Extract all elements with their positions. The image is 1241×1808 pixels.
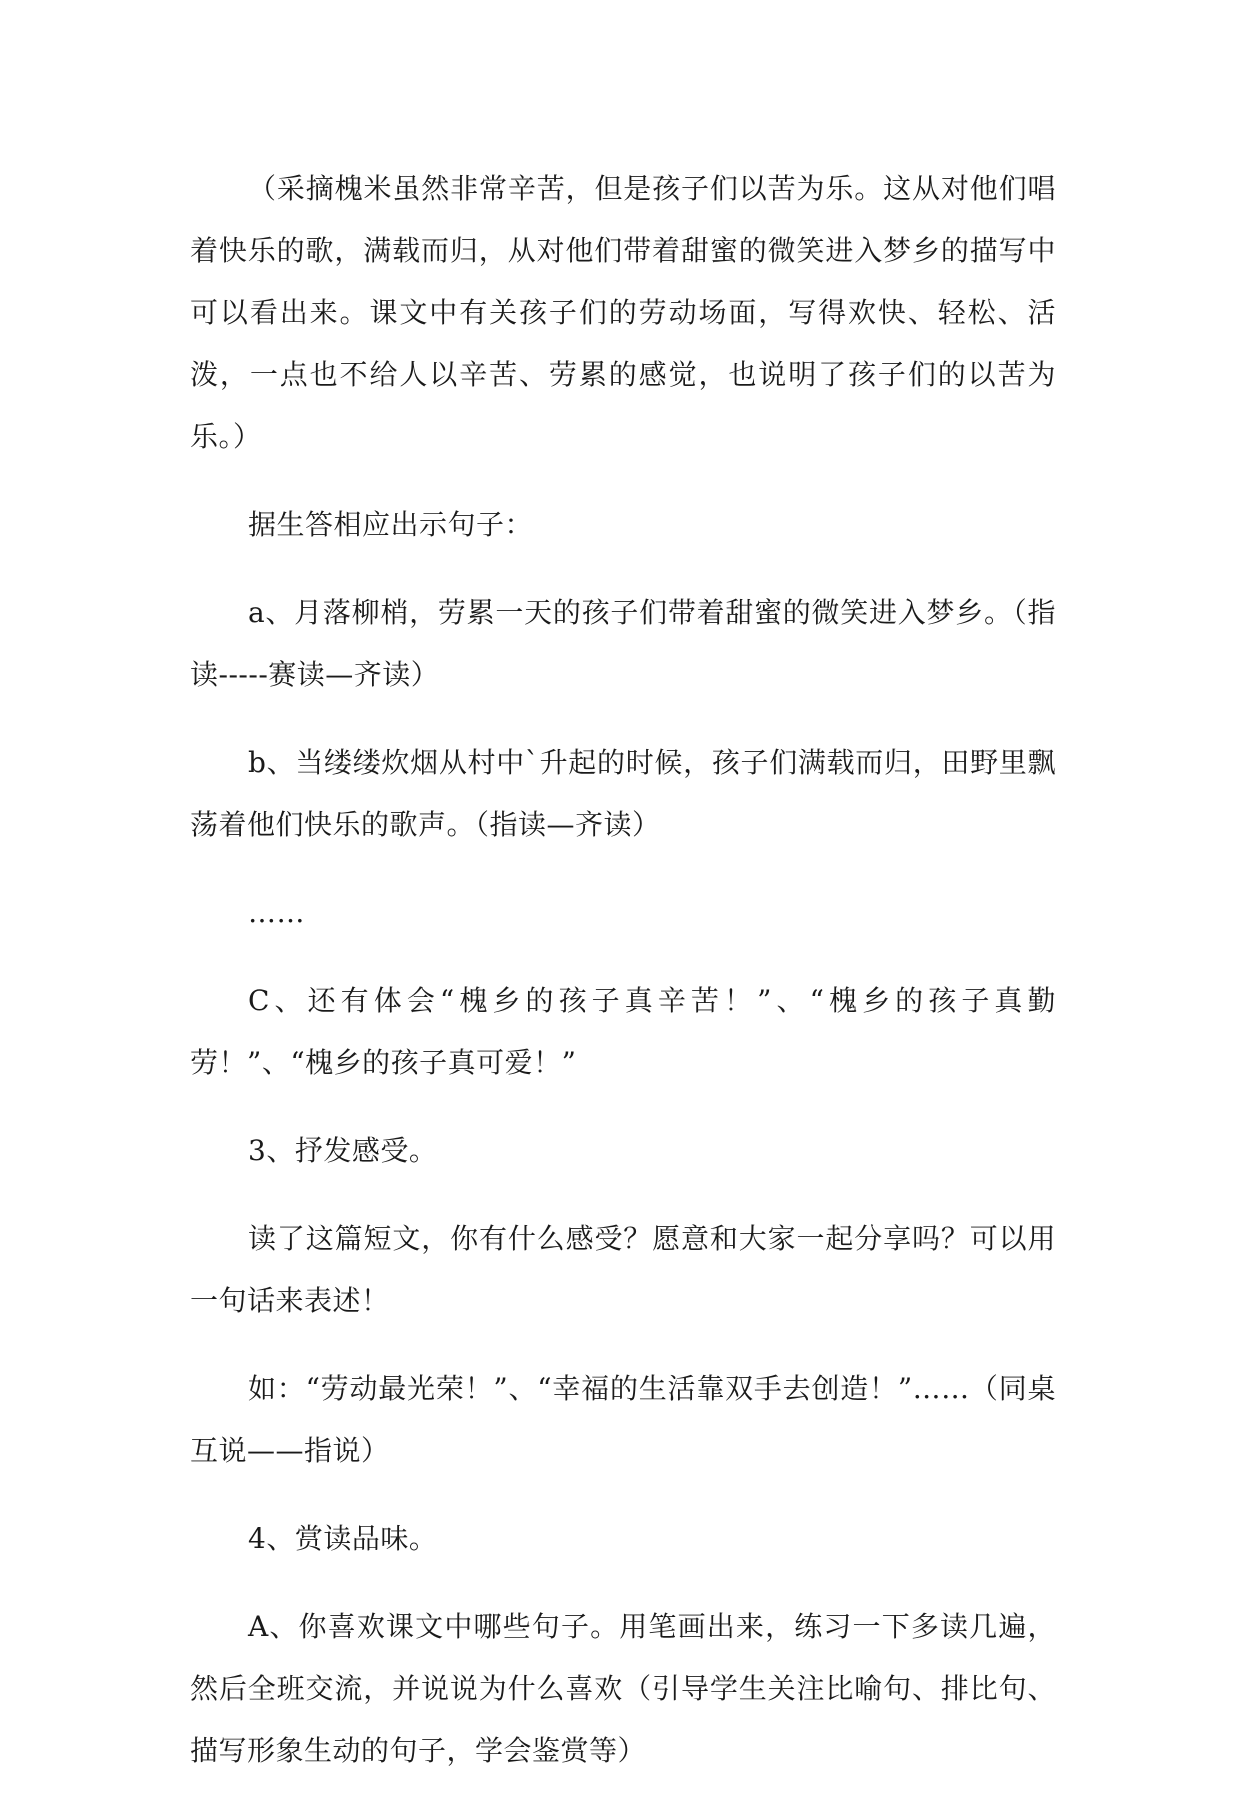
document-body	[190, 158, 1056, 1808]
paragraph-summary: （采摘槐米虽然非常辛苦，但是孩子们以苦为乐。这从对他们唱着快乐的歌，满载而归，从对他们带着甜蜜的微笑进入梦乡的描写中可以看出来。课文中有关孩子们的劳动场面，写得欢快、轻松、活泼，一点也不给人以辛苦、劳累的感觉，也说明了孩子们的以苦为乐。）	[190, 172, 1056, 453]
paragraph-sentence-a: a、月落柳梢，劳累一天的孩子们带着甜蜜的微笑进入梦乡。（指读-----赛读—齐读）	[190, 596, 1056, 691]
paragraph-ellipsis: ……	[248, 896, 305, 929]
paragraph-sentence-c: C、还有体会“槐乡的孩子真辛苦！”、“槐乡的孩子真勤劳！”、“槐乡的孩子真可爱！”	[190, 984, 1056, 1079]
paragraph-heading-3: 3、抒发感受。	[248, 1134, 438, 1167]
paragraph-examples: 如：“劳动最光荣！”、“幸福的生活靠双手去创造！”……（同桌互说——指说）	[190, 1372, 1056, 1467]
paragraph-sentence-b: b、当缕缕炊烟从村中`升起的时候，孩子们满载而归，田野里飘荡着他们快乐的歌声。（指读—齐读）	[190, 746, 1056, 841]
paragraph-instruction: 据生答相应出示句子：	[248, 508, 534, 541]
paragraph-feelings: 读了这篇短文，你有什么感受？愿意和大家一起分享吗？可以用一句话来表述！	[190, 1222, 1056, 1317]
paragraph-sentence-appreciation: A、你喜欢课文中哪些句子。用笔画出来，练习一下多读几遍，然后全班交流，并说说为什么喜欢（引导学生关注比喻句、排比句、描写形象生动的句子，学会鉴赏等）	[190, 1610, 1056, 1767]
paragraph-heading-4: 4、赏读品味。	[248, 1522, 438, 1555]
